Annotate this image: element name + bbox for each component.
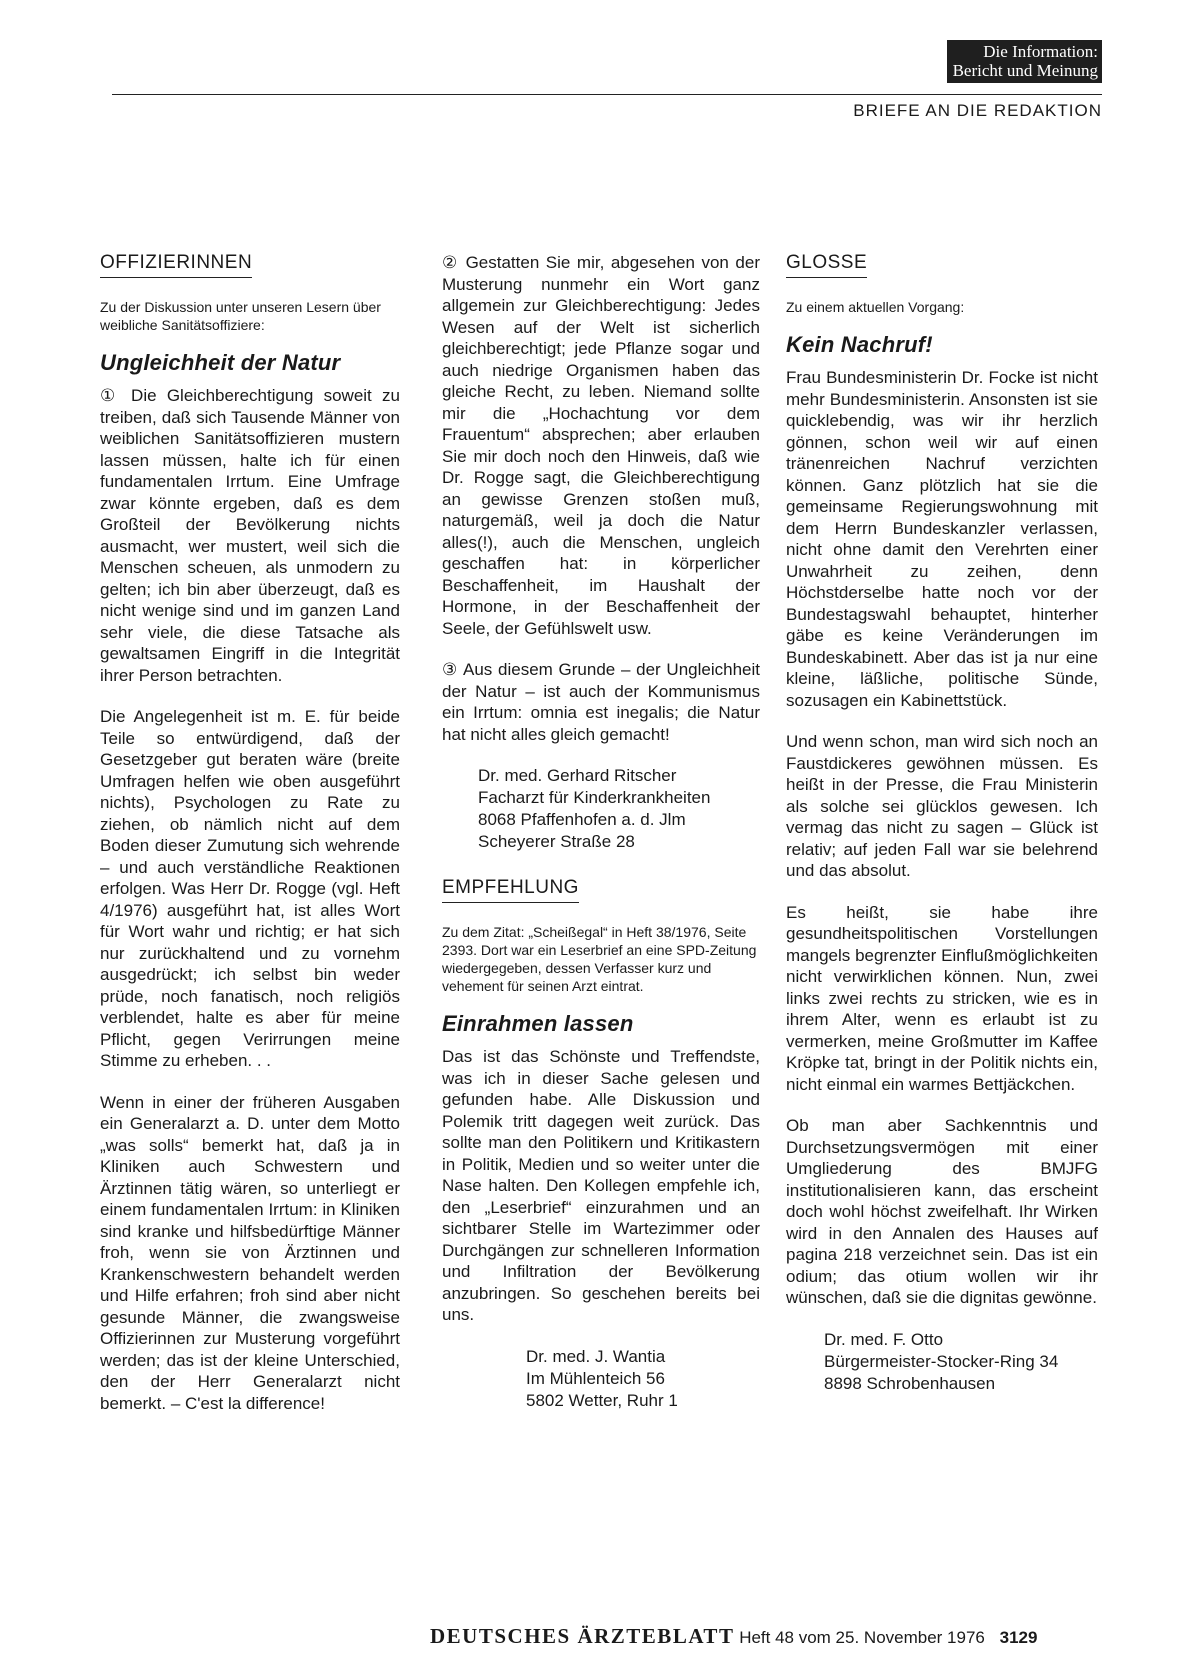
badge-line-1: Die Information: — [983, 42, 1098, 61]
page-footer — [430, 1624, 1037, 1649]
paragraph: ② Gestatten Sie mir, abgesehen von der Musterung nunmehr ein Wort ganz allgemein zur Gleichberechtigung: Jedes Wesen auf der Welt ist sicherlich gleichberechtigt; jede Pflanze sogar und auch niedrige Organismen haben das gleiche Recht, zu leben. Niemand sollte mir die „Hochachtung vor dem Frauentum“ absprechen; aber erlauben Sie mir doch noch den Hinweis, daß wie Dr. Rogge sagt, die Gleichberechtigung an gewisse Grenzen stoßen muß, naturgemäß, weil ja doch die Natur alles(!), auch die Menschen, ungleich geschaffen hat: in körperlicher Beschaffenheit, im Haushalt der Hormone, in der Beschaffenheit der Seele, der Gefühlswelt usw. — [442, 253, 760, 638]
signature-ritscher — [442, 765, 760, 853]
letter-intro: Zu einem aktuellen Vorgang: — [786, 298, 965, 315]
paragraph: Ob man aber Sachkenntnis und Durchsetzungsvermögen mit einer Umgliederung des BMJFG institutionalisieren kann, das erscheint doch wohl höchst zweifelhaft. Ihr Wirken wird in den Annalen des Hauses auf pagina 218 verzeichnet sein. Das ist ein odium; das otium wollen wir ihr wünschen, daß sie die dignitas gewönne. — [786, 1116, 1098, 1307]
signature-otto — [786, 1329, 1098, 1395]
signature-line: Scheyerer Straße 28 — [478, 832, 635, 851]
section-heading-offizierinnen: OFFIZIERINNEN — [100, 252, 252, 278]
section-label: BRIEFE AN DIE REDAKTION — [853, 101, 1102, 120]
signature-line: 8068 Pfaffenhofen a. d. Jlm — [478, 810, 686, 829]
signature-wantia — [442, 1346, 760, 1412]
issue-info: Heft 48 vom 25. November 1976 — [739, 1628, 985, 1647]
badge-line-2: Bericht und Meinung — [952, 61, 1098, 80]
paragraph: ③ Aus diesem Grunde – der Ungleichheit der Natur – ist auch der Kommunismus ein Irrtum: omnia est inegalis; die Natur hat nicht alles gleich gemacht! — [442, 660, 760, 744]
paragraph: ① Die Gleichberechtigung soweit zu treiben, daß sich Tausende Männer von weiblichen Sanitätsoffizieren mustern lassen müssen, halte ich für einen fundamentalen Irrtum. Eine Umfrage zwar könnte ergeben, daß es dem Großteil der Bevölkerung nichts ausmacht, wer mustert, weil sich die Menschen scheuen, als unmodern zu gelten; ich bin aber überzeugt, daß es nicht wenige sind und im ganzen Land sehr viele, die diese Tatsache als gewaltsamen Eingriff in die Integrität ihrer Person betrachten. — [100, 386, 400, 685]
section-heading-empfehlung: EMPFEHLUNG — [442, 877, 579, 903]
signature-line: Bürgermeister-Stocker-Ring 34 — [824, 1351, 1059, 1371]
paragraph: Es heißt, sie habe ihre gesundheitspolitischen Vorstellungen mangels begrenzter Einflußmöglichkeiten nicht verwirklichen können. Nun, zwei links zwei rechts zu stricken, wie es in ihrem Alter, wenn es erlaubt ist zu vermerken, meine Großmutter im Kaffee Kröpke tat, bringt in der Politik nichts ein, nicht einmal ein warmes Bettjäckchen. — [786, 902, 1098, 1094]
department-badge — [947, 40, 1102, 83]
section-heading-glosse: GLOSSE — [786, 252, 867, 278]
letter-title: Kein Nachruf! — [786, 331, 933, 357]
header-rule — [112, 94, 1102, 95]
paragraph: Die Angelegenheit ist m. E. für beide Teile so entwürdigend, daß der Gesetzgeber gut beraten wäre (breite Umfragen helfen wie oben ausgeführt nichts), Psychologen zu Rate zu ziehen, ob nämlich nicht auf dem Boden dieser Zumutung sich wehrende – und auch verständliche Reaktionen erfolgen. Was Herr Dr. Rogge (vgl. Heft 4/1976) ausgeführt hat, ist alles Wort für Wort wahr und richtig; er hat sich nur zurückhaltend und zu vornehm ausgedrückt; ich selbst bin weder prüde, noch fanatisch, noch religiös verblendet, halte es aber für meine Pflicht, gegen Verirrungen meine Stimme zu erheben. . . — [100, 707, 400, 1070]
column-2 — [442, 252, 760, 1436]
page-number: 3129 — [999, 1628, 1038, 1647]
paragraph: Das ist das Schönste und Treffendste, was ich in dieser Sache gelesen und gefunden habe. Alle Diskussion und Polemik tritt dagegen weit zurück. Das sollte man den Politikern und Kritikastern in Politik, Medien und so weiter unter die Nase halten. Den Kollegen empfehle ich, den „Leserbrief“ einzurahmen und an sichtbarer Stelle im Wartezimmer oder Durchgängen zur schnelleren Information und Infiltration der Bevölkerung anzubringen. So geschehen bereits bei uns. — [442, 1047, 760, 1324]
signature-line: 8898 Schrobenhausen — [824, 1373, 996, 1393]
paragraph: Und wenn schon, man wird sich noch an Faustdickeres gewöhnen müssen. Es heißt in der Presse, die Frau Ministerin als solche sei glücklos gewesen. Ich vermag das nicht zu sagen – Glück ist relativ; auf jeden Fall war sie belehrend und das absolut. — [786, 732, 1098, 880]
signature-line: Dr. med. Gerhard Ritscher — [478, 766, 677, 785]
signature-line: 5802 Wetter, Ruhr 1 — [526, 1390, 678, 1410]
letter-intro: Zu der Diskussion unter unseren Lesern über weibliche Sanitätsoffiziere: — [100, 298, 381, 333]
signature-line: Facharzt für Kinderkrankheiten — [478, 788, 711, 807]
letter-intro: Zu dem Zitat: „Scheißegal“ in Heft 38/1976, Seite 2393. Dort war ein Leserbrief an eine SPD-Zeitung wiedergegeben, dessen Verfasser kurz und vehement für seinen Arzt eintrat. — [442, 923, 757, 994]
column-3 — [786, 252, 1098, 1419]
signature-line: Dr. med. F. Otto — [824, 1329, 944, 1349]
column-1 — [100, 252, 400, 1434]
signature-line: Dr. med. J. Wantia — [526, 1346, 666, 1366]
journal-masthead: DEUTSCHES ÄRZTEBLATT — [430, 1624, 735, 1648]
letter-title: Ungleichheit der Natur — [100, 349, 341, 375]
paragraph: Wenn in einer der früheren Ausgaben ein Generalarzt a. D. unter dem Motto „was solls“ bemerkt hat, daß ja in Kliniken auch Schwestern und Ärztinnen tätig wären, so unterliegt er einem fundamentalen Irrtum: in Kliniken sind kranke und hilfsbedürftige Männer froh, wenn sie von Ärztinnen und Krankenschwestern behandelt werden und Hilfe erfahren; froh sind aber nicht gesunde Männer, die zwangsweise Offizierinnen zur Musterung vorgeführt werden; das ist der kleine Unterschied, den der Herr Generalarzt nicht bemerkt. – C'est la difference! — [100, 1092, 400, 1413]
signature-line: Im Mühlenteich 56 — [526, 1368, 665, 1388]
paragraph: Frau Bundesministerin Dr. Focke ist nicht mehr Bundesministerin. Ansonsten ist sie quicklebendig, was wir ihr herzlich gönnen, schon weil wir auf einen tränenreichen Nachruf verzichten können. Ganz plötzlich hat sie die gemeinsame Regierungswohnung mit dem Herrn Bundeskanzler verlassen, nicht ohne damit den Verehrten einer Unwahrheit zu zeihen, denn Höchstderselbe hatte noch vor der Bundestagswahl behauptet, hinterher gäbe es keine Veränderungen im Bundeskabinett. Aber das ist ja nur eine kleine, läßliche, politische Sünde, sozusagen ein Kabinettstück. — [786, 368, 1098, 710]
letter-title: Einrahmen lassen — [442, 1010, 634, 1036]
